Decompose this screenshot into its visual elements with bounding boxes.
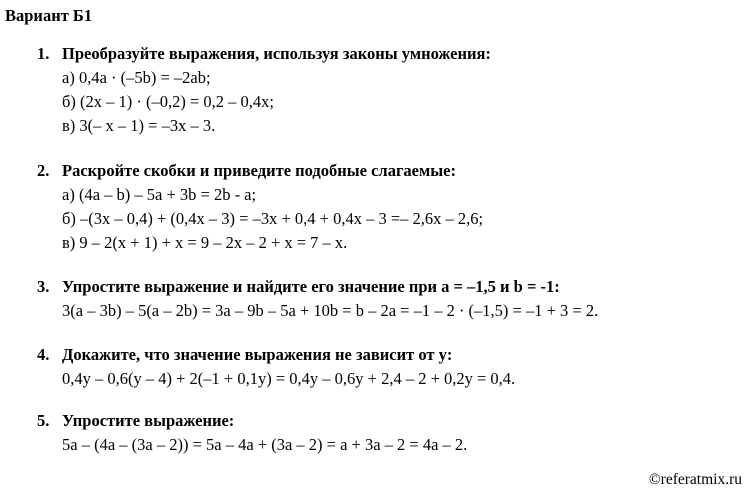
task-line: 0,4y – 0,6(y – 4) + 2(–1 + 0,1y) = 0,4y – 0,6y + 2,4 – 2 + 0,2y = 0,4.	[62, 369, 516, 388]
task-line: 3(a – 3b) – 5(a – 2b) = 3a – 9b – 5a + 10b = b – 2a = –1 – 2 · (–1,5) = –1 + 3 = 2.	[62, 301, 599, 320]
task-line: в) 9 – 2(x + 1) + x = 9 – 2x – 2 + x = 7 – x.	[62, 233, 348, 252]
task-number: 3.	[37, 277, 50, 296]
task-line: б) (2x – 1) · (–0,2) = 0,2 – 0,4x;	[62, 92, 275, 111]
task-line: б) –(3x – 0,4) + (0,4x – 3) = –3x + 0,4 + 0,4x – 3 =– 2,6x – 2,6;	[62, 209, 484, 228]
task-line: а) 0,4a · (–5b) = –2ab;	[62, 68, 211, 87]
task-number: 5.	[37, 411, 50, 430]
task-heading: Упростите выражение:	[62, 411, 235, 430]
task-heading: Докажите, что значение выражения не зависит от y:	[62, 345, 453, 364]
task-line: а) (4a – b) – 5a + 3b = 2b - a;	[62, 185, 257, 204]
task-number: 1.	[37, 44, 50, 63]
task-number: 2.	[37, 161, 50, 180]
task-line: 5a – (4a – (3a – 2)) = 5a – 4a + (3a – 2) = a + 3a – 2 = 4a – 2.	[62, 435, 468, 454]
task-heading: Упростите выражение и найдите его значение при a = –1,5 и b = -1:	[62, 277, 560, 296]
task-heading: Раскройте скобки и приведите подобные слагаемые:	[62, 161, 456, 180]
page-title: Вариант Б1	[5, 6, 93, 25]
task-number: 4.	[37, 345, 50, 364]
copyright-footer: ©referatmix.ru	[648, 471, 742, 488]
task-line: в) 3(– x – 1) = –3x – 3.	[62, 116, 216, 135]
task-heading: Преобразуйте выражения, используя законы умножения:	[62, 44, 491, 63]
